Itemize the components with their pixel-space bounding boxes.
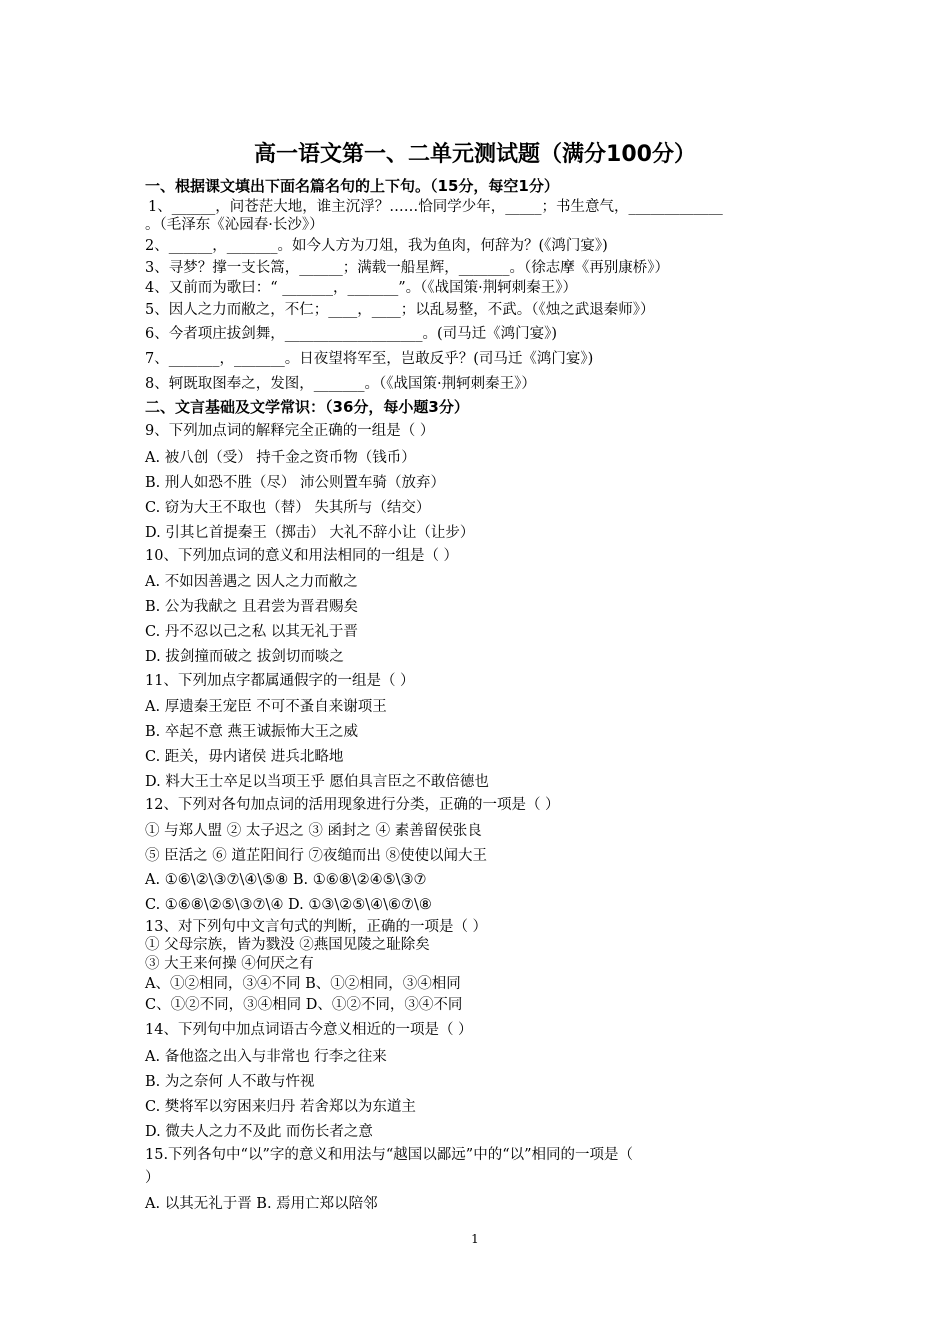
fill-line-5: 5、因人之力而敝之，不仁；____，____；以乱易整，不武。（《烛之武退秦师》） (145, 302, 655, 318)
q14-option-b: B. 为之奈何 人不敢与忤视 (145, 1074, 315, 1090)
q12-options-cd: C. ①⑥⑧\②⑤\③⑦\④ D. ①③\②⑤\④\⑥⑦\⑧ (145, 897, 432, 913)
fill-line-7: 7、_______，_______。日夜望将军至，岂敢反乎？(司马迁《鸿门宴》) (145, 351, 594, 367)
fill-line-4: 4、又前而为歌曰：“ _______，_______”。（《战国策·荆轲刺秦王》） (145, 280, 578, 296)
fill-line-2: 2、______，_______。如今人方为刀俎，我为鱼肉，何辞为？(《鸿门宴》) (145, 238, 608, 254)
question-14: 14、下列句中加点词语古今意义相近的一项是（ ） (145, 1022, 473, 1038)
fill-line-1: 1、______，问苍茫大地，谁主沉浮？……恰同学少年，_____；书生意气，_____________ (148, 199, 723, 215)
question-9: 9、下列加点词的解释完全正确的一组是（ ） (145, 423, 435, 439)
section-2-heading: 二、文言基础及文学常识：（36分，每小题3分） (145, 398, 469, 416)
q12-items-row-2: ⑤ 臣活之 ⑥ 道芷阳间行 ⑦夜缒而出 ⑧使使以闻大王 (145, 848, 488, 864)
q14-option-c: C. 樊将军以穷困来归丹 若舍郑以为东道主 (145, 1099, 416, 1115)
question-15: 15.下列各句中“以”字的意义和用法与“越国以鄙远”中的“以”相同的一项是（ (145, 1147, 634, 1163)
fill-line-1b: 。（毛泽东《沁园春·长沙》） (145, 217, 324, 233)
q10-option-b: B. 公为我献之 且君尝为晋君赐矣 (145, 599, 358, 615)
q10-option-d: D. 拔剑撞而破之 拔剑切而啖之 (145, 649, 344, 665)
q15-continuation: ） (145, 1170, 160, 1186)
fill-line-3: 3、寻梦？撑一支长篙，______；满载一船星辉，_______。（徐志摩《再别康桥》） (145, 260, 669, 276)
question-10: 10、下列加点词的意义和用法相同的一组是（ ） (145, 548, 459, 564)
q9-option-d: D. 引其匕首提秦王（掷击） 大礼不辞小让（让步） (145, 525, 475, 541)
q13-items-row-1: ① 父母宗族，皆为戮没 ②燕国见陵之耻除矣 (145, 937, 430, 953)
q12-options-ab: A. ①⑥\②\③⑦\④\⑤⑧ B. ①⑥⑧\②④⑤\③⑦ (145, 872, 427, 888)
q9-option-c: C. 窃为大王不取也（替） 失其所与（结交） (145, 500, 431, 516)
q12-items-row-1: ① 与郑人盟 ② 太子迟之 ③ 函封之 ④ 素善留侯张良 (145, 823, 482, 839)
q13-options-cd: C、①②不同，③④相同 D、①②不同，③④不同 (145, 997, 463, 1013)
q9-option-a: A. 被八创（受） 持千金之资币物（钱币） (145, 450, 416, 466)
q14-option-d: D. 微夫人之力不及此 而伤长者之意 (145, 1124, 373, 1140)
q9-option-b: B. 刑人如恐不胜（尽） 沛公则置车骑（放弃） (145, 475, 445, 491)
q10-option-a: A. 不如因善遇之 因人之力而敝之 (145, 574, 358, 590)
page-title: 高一语文第一、二单元测试题（满分100分） (254, 142, 696, 167)
fill-line-6: 6、今者项庄拔剑舞，___________________。(司马迁《鸿门宴》) (145, 326, 558, 342)
q14-option-a: A. 备他盗之出入与非常也 行李之往来 (145, 1049, 387, 1065)
fill-line-8: 8、轲既取图奉之，发图，_______。（《战国策·荆轲刺秦王》） (145, 376, 536, 392)
q11-option-c: C. 距关，毋内诸侯 进兵北略地 (145, 749, 344, 765)
q11-option-d: D. 料大王士卒足以当项王乎 愿伯具言臣之不敢倍德也 (145, 774, 489, 790)
page-number: 1 (471, 1232, 479, 1246)
q11-option-b: B. 卒起不意 燕王诚振怖大王之威 (145, 724, 358, 740)
q13-items-row-2: ③ 大王来何操 ④何厌之有 (145, 956, 314, 972)
question-11: 11、下列加点字都属通假字的一组是（ ） (145, 673, 415, 689)
q10-option-c: C. 丹不忍以己之私 以其无礼于晋 (145, 624, 358, 640)
question-13: 13、对下列句中文言句式的判断，正确的一项是（ ） (145, 919, 488, 935)
q11-option-a: A. 厚遗秦王宠臣 不可不蚤自来谢项王 (145, 699, 387, 715)
q15-options-ab: A. 以其无礼于晋 B. 焉用亡郑以陪邻 (145, 1196, 378, 1212)
section-1-heading: 一、根据课文填出下面名篇名句的上下句。（15分，每空1分） (145, 177, 559, 195)
question-12: 12、下列对各句加点词的活用现象进行分类，正确的一项是（ ） (145, 797, 560, 813)
q13-options-ab: A、①②相同，③④不同 B、①②相同，③④相同 (145, 976, 461, 992)
